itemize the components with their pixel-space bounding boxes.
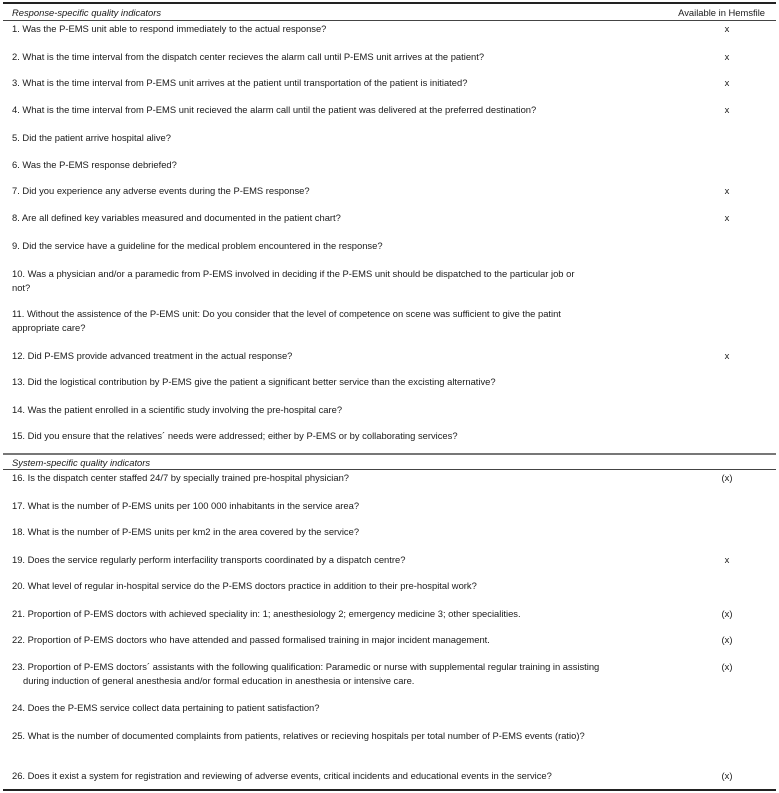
indicator-row	[12, 553, 730, 567]
indicator-question: 17. What is the number of P-EMS units per 100 000 inhabitants in the service area?	[12, 500, 360, 511]
indicator-row	[12, 525, 702, 539]
availability-mark: x	[724, 554, 730, 565]
indicator-question: 18. What is the number of P-EMS units per km2 in the area covered by the service?	[12, 526, 360, 537]
indicator-row	[12, 50, 730, 64]
indicator-row	[12, 22, 730, 36]
availability-mark: (x)	[721, 770, 733, 781]
indicator-row	[12, 307, 702, 335]
indicator-question: 7. Did you experience any adverse events during the P-EMS response?	[12, 185, 310, 196]
availability-mark: x	[724, 23, 730, 34]
section-rule	[3, 453, 776, 455]
system-header-rule	[3, 469, 776, 470]
indicator-row	[12, 184, 730, 198]
availability-mark: x	[724, 350, 730, 361]
availability-mark: x	[724, 104, 730, 115]
indicator-question: 11. Without the assistence of the P-EMS unit: Do you consider that the level of competence on scene was sufficient to give the patint appropriate care?	[12, 308, 561, 333]
availability-mark: (x)	[721, 661, 733, 672]
response-section-title: Response-specific quality indicators	[12, 7, 162, 18]
indicator-row	[12, 267, 702, 295]
availability-mark: x	[724, 185, 730, 196]
availability-mark: x	[724, 77, 730, 88]
indicator-row	[12, 729, 702, 743]
availability-mark: (x)	[721, 472, 733, 483]
indicator-row	[12, 429, 702, 443]
indicator-question: 3. What is the time interval from P-EMS unit arrives at the patient until transportation of the patient is initiated?	[12, 77, 468, 88]
indicator-row	[12, 660, 733, 688]
indicator-question: 5. Did the patient arrive hospital alive?	[12, 132, 171, 143]
indicator-row	[12, 633, 733, 647]
indicator-row	[12, 76, 730, 90]
top-rule	[3, 2, 776, 4]
header-rule	[3, 20, 776, 21]
indicator-question: 9. Did the service have a guideline for the medical problem encountered in the response?	[12, 240, 383, 251]
indicator-row	[12, 471, 733, 485]
indicator-question: 2. What is the time interval from the dispatch center recieves the alarm call until P-EMS unit arrives at the patient?	[12, 51, 485, 62]
indicator-question: 13. Did the logistical contribution by P-EMS give the patient a significant better service than the excisting alternative?	[12, 376, 496, 387]
indicator-question: 26. Does it exist a system for registration and reviewing of adverse events, critical incidents and educational events in the service?	[12, 770, 552, 781]
indicator-question: 19. Does the service regularly perform interfacility transports coordinated by a dispatch centre?	[12, 554, 406, 565]
indicator-row	[12, 349, 730, 363]
indicator-row	[12, 211, 730, 225]
indicator-question: 15. Did you ensure that the relatives´ needs were addressed; either by P-EMS or by collaborating services?	[12, 430, 458, 441]
indicator-question: 12. Did P-EMS provide advanced treatment in the actual response?	[12, 350, 293, 361]
indicator-question: 4. What is the time interval from P-EMS unit recieved the alarm call until the patient was delivered at the preferred destination?	[12, 104, 537, 115]
availability-mark: (x)	[721, 634, 733, 645]
system-section-title: System-specific quality indicators	[12, 457, 151, 468]
indicator-question: 20. What level of regular in-hospital service do the P-EMS doctors practice in addition to their pre-hospital work?	[12, 580, 477, 591]
indicator-row	[12, 375, 702, 389]
indicator-question: 24. Does the P-EMS service collect data pertaining to patient satisfaction?	[12, 702, 320, 713]
indicator-question: 25. What is the number of documented complaints from patients, relatives or recieving hospitals per total number of P-EMS events (ratio)?	[12, 730, 585, 741]
indicator-question: 16. Is the dispatch center staffed 24/7 by specially trained pre-hospital physician?	[12, 472, 350, 483]
indicator-question: 6. Was the P-EMS response debriefed?	[12, 159, 177, 170]
indicator-row	[12, 701, 702, 715]
indicator-question: 8. Are all defined key variables measured and documented in the patient chart?	[12, 212, 341, 223]
bottom-rule	[3, 789, 776, 791]
availability-mark: x	[724, 51, 730, 62]
indicator-row	[12, 769, 733, 783]
indicator-row	[12, 131, 702, 145]
indicator-question: 1. Was the P-EMS unit able to respond immediately to the actual response?	[12, 23, 327, 34]
availability-mark: x	[724, 212, 730, 223]
indicator-question: 10. Was a physician and/or a paramedic from P-EMS involved in deciding if the P-EMS unit should be dispatched to the particular job or not?	[12, 268, 575, 293]
indicator-row	[12, 579, 702, 593]
indicator-question: 23. Proportion of P-EMS doctors´ assistants with the following qualification: Paramedic or nurse with supplemental regular training in assisting during induction of general anesthesia and/or formal education in anesthesia or intensive care.	[12, 661, 600, 686]
indicator-row	[12, 607, 733, 621]
indicator-question: 14. Was the patient enrolled in a scientific study involving the pre-hospital care?	[12, 404, 343, 415]
availability-mark: (x)	[721, 608, 733, 619]
indicator-row	[12, 239, 702, 253]
indicator-row	[12, 403, 702, 417]
indicator-row	[12, 103, 730, 117]
indicator-row	[12, 158, 702, 172]
indicator-question: 21. Proportion of P-EMS doctors with achieved speciality in: 1; anesthesiology 2; emergency medicine 3; other specialities.	[12, 608, 521, 619]
indicator-question: 22. Proportion of P-EMS doctors who have attended and passed formalised training in major incident management.	[12, 634, 490, 645]
indicator-row	[12, 499, 702, 513]
available-column-header: Available in Hemsfile	[678, 7, 765, 18]
